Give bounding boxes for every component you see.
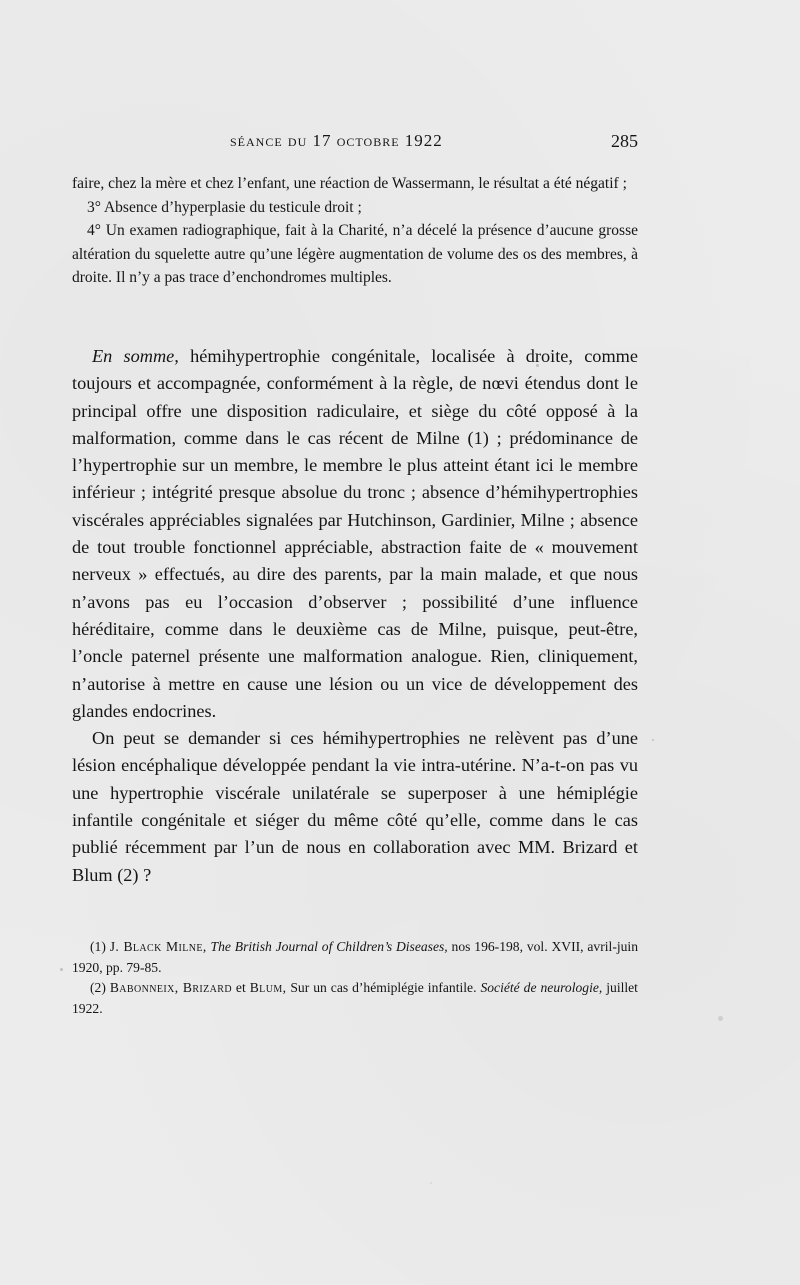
footnote-1-details: nos 196-198, vol. XVII, avril-juin 1920, pp. 79-85.: [72, 939, 638, 975]
footnote-1-number: (1): [90, 939, 106, 954]
footnote-1: [72, 937, 638, 978]
summary-paragraph: [72, 343, 638, 725]
question-paragraph: On peut se demander si ces hémihypertrophies ne relèvent pas d’une lésion encéphalique développée pendant la vie intra-utérine. N’a-t-on pas vu une hypertrophie viscérale unilatérale se superposer à une hémiplégie infantile congénitale et siéger du même côté qu’elle, comme dans le cas publié récemment par l’un de nous en collaboration avec MM. Brizard et Blum (2) ?: [72, 728, 638, 885]
opening-paragraph-1: faire, chez la mère et chez l’enfant, une réaction de Wassermann, le résultat a été négatif ;: [72, 175, 627, 192]
footnote-1-authors: J. Black Milne,: [109, 939, 207, 954]
footnote-2-number: (2): [90, 980, 106, 995]
paper-speck: [718, 1016, 723, 1021]
page-header: [72, 131, 638, 155]
footnote-2: [72, 978, 638, 1019]
main-text-block: [72, 343, 638, 889]
summary-text: hémihypertrophie congénitale, localisée à droite, comme toujours et accompagnée, conformément à la règle, de nœvi étendus dont le principal offre une disposition radiculaire, et siège du côté opposé à la malformation, comme dans le cas récent de Milne (1) ; prédominance de l’hypertrophie sur un membre, le membre le plus atteint étant ici le membre inférieur ; intégrité presque absolue du tronc ; absence d’hémihypertrophies viscérales appréciables signalées par Hutchinson, Gardinier, Milne ; absence de tout trouble fonctionnel appréciable, abstraction faite de « mouvement nerveux » effectués, au dire des parents, par la main malade, et que nous n’avons pas eu l’occasion d’observer ; possibilité d’une influence héréditaire, comme dans le deuxième cas de Milne, puisque, peut-être, l’oncle paternel présente une malformation analogue. Rien, cliniquement, n’autorise à mettre en cause une lésion ou un vice de développement des glandes endocrines.: [72, 346, 638, 721]
paper-speck: [60, 968, 63, 971]
opening-paragraph-2: 3° Absence d’hyperplasie du testicule droit ;: [87, 198, 362, 216]
opening-text-block: [72, 172, 638, 290]
page-number: 285: [611, 131, 638, 151]
running-title: séance du 17 octobre 1922: [230, 131, 443, 150]
footnote-2-authors: Babonneix, Brizard: [109, 980, 232, 995]
footnotes: [72, 937, 638, 1019]
footnote-1-title: The British Journal of Children’s Diseases,: [210, 939, 448, 954]
footnote-2-connector: et: [231, 980, 250, 995]
paper-speck: [536, 364, 539, 367]
paper-speck: [430, 1182, 432, 1184]
footnote-2-date: juillet 1922.: [72, 980, 638, 1016]
opening-paragraph-3: 4° Un examen radiographique, fait à la Charité, n’a décelé la présence d’aucune grosse altération du squelette autre qu’une légère augmentation de volume des os des membres, à droite. Il n’y a pas trace d’enchondromes multiples.: [72, 222, 638, 286]
footnote-2-authors-2: Blum,: [249, 980, 287, 995]
summary-lead: En somme,: [92, 346, 179, 366]
footnote-2-details: Sur un cas d’hémiplégie infantile.: [286, 980, 477, 995]
footnote-2-publication: Société de neurologie,: [476, 980, 603, 995]
paper-speck: [652, 739, 654, 741]
